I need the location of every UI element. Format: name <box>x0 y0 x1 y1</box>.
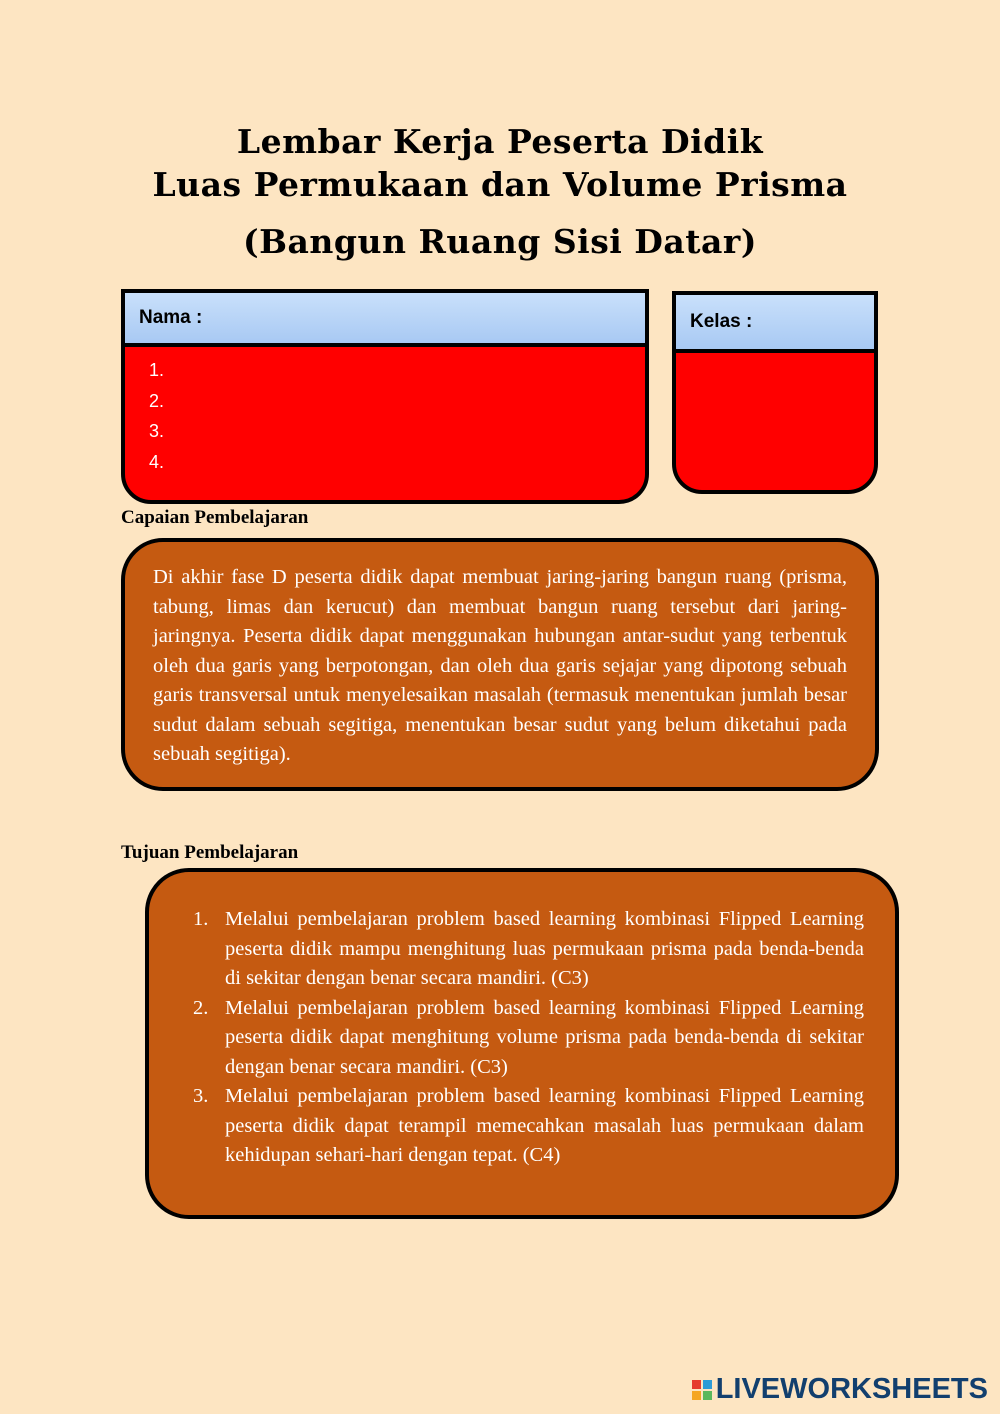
tujuan-item-number: 2. <box>193 996 209 1019</box>
tujuan-item-number: 1. <box>193 908 209 930</box>
nama-panel <box>121 289 649 504</box>
logo-square <box>692 1391 701 1400</box>
tujuan-heading: Tujuan Pembelajaran <box>121 842 299 863</box>
tujuan-item-text: Melalui pembelajaran problem based learning kombinasi Flipped Learning peserta didik dapat terampil memecahkan masalah luas permukaan dalam kehidupan sehari-hari dengan tepat. (C4) <box>225 1085 864 1166</box>
liveworksheets-grid-icon <box>692 1380 712 1400</box>
title-line-3: (Bangun Ruang Sisi Datar) <box>243 222 757 261</box>
liveworksheets-logo[interactable] <box>692 1373 988 1406</box>
tujuan-item <box>193 994 864 1083</box>
capaian-box <box>121 538 879 791</box>
kelas-label: Kelas : <box>676 295 874 353</box>
capaian-text: Di akhir fase D peserta didik dapat membuat jaring-jaring bangun ruang (prisma, tabung, limas dan kerucut) dan membuat bangun ruang tersebut dari jaring-jaringnya. Peserta didik dapat menggunakan hubungan antar-sudut yang terbentuk oleh dua garis yang berpotongan, dan oleh dua garis sejajar yang dipotong sebuah garis transversal untuk menyelesaikan masalah (termasuk menentukan jumlah besar sudut dalam sebuah segitiga, menentukan besar sudut yang belum diketahui pada sebuah segitiga). <box>153 566 847 765</box>
nama-label: Nama : <box>125 293 645 347</box>
title-line-2: Luas Permukaan dan Volume Prisma <box>152 165 848 204</box>
logo-square <box>692 1380 701 1389</box>
tujuan-item-number: 3. <box>193 1085 209 1107</box>
kelas-input-area[interactable] <box>676 353 874 493</box>
nama-item-1[interactable]: 1. <box>149 360 165 380</box>
tujuan-item <box>193 1082 864 1171</box>
tujuan-item <box>193 905 864 994</box>
nama-item-4[interactable]: 4. <box>149 451 165 472</box>
nama-item-3[interactable]: 3. <box>149 421 165 441</box>
kelas-panel <box>672 291 878 494</box>
nama-list <box>125 347 645 477</box>
logo-square <box>703 1391 712 1400</box>
capaian-heading: Capaian Pembelajaran <box>121 507 309 528</box>
logo-square <box>703 1380 712 1389</box>
tujuan-box <box>145 868 899 1219</box>
liveworksheets-wordmark: LIVEWORKSHEETS <box>715 1373 988 1405</box>
tujuan-list <box>193 905 864 1171</box>
title-line-1: Lembar Kerja Peserta Didik <box>236 122 764 161</box>
tujuan-item-text: Melalui pembelajaran problem based learning kombinasi Flipped Learning peserta didik mampu menghitung luas permukaan prisma pada benda-benda di sekitar dengan benar secara mandiri. (C3) <box>225 908 864 989</box>
nama-item-2[interactable]: 2. <box>149 390 165 411</box>
tujuan-item-text: Melalui pembelajaran problem based learning kombinasi Flipped Learning peserta didik dapat menghitung volume prisma pada benda-benda di sekitar dengan benar secara mandiri. (C3) <box>225 996 864 1078</box>
